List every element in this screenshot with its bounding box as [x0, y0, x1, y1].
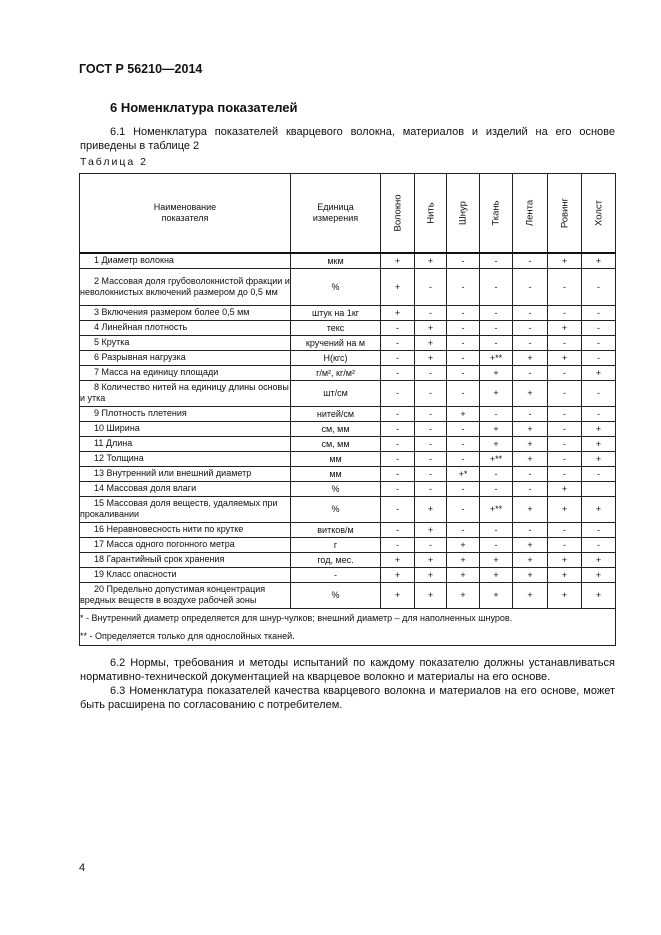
applicability-mark: -	[447, 365, 480, 380]
applicability-mark: +**	[480, 350, 513, 365]
col-header-product	[447, 174, 480, 254]
applicability-mark: -	[582, 268, 616, 305]
indicator-name	[80, 552, 291, 567]
applicability-mark: +**	[480, 451, 513, 466]
applicability-mark: +	[480, 436, 513, 451]
applicability-mark: -	[548, 268, 582, 305]
applicability-mark	[582, 481, 616, 496]
applicability-mark: +	[548, 567, 582, 582]
applicability-mark: +	[381, 305, 415, 320]
applicability-mark: +	[447, 582, 480, 608]
indicator-name	[80, 253, 291, 268]
indicator-name-text: 7 Масса на единицу площади	[94, 367, 219, 377]
table-row	[80, 522, 616, 537]
applicability-mark: -	[415, 481, 447, 496]
applicability-mark: +	[415, 552, 447, 567]
indicator-unit: кручений на м	[291, 335, 381, 350]
applicability-mark: -	[381, 421, 415, 436]
applicability-mark: +	[513, 451, 548, 466]
applicability-mark: +	[548, 320, 582, 335]
indicator-name-text: 16 Неравновесность нити по крутке	[94, 524, 244, 534]
indicator-unit: нитей/см	[291, 406, 381, 421]
table-note: * - Внутренний диаметр определяется для шнур-чулков; внешний диаметр – для наполненных шнуров.	[80, 612, 513, 623]
applicability-mark: -	[582, 350, 616, 365]
table-row	[80, 567, 616, 582]
indicator-name-text: 5 Крутка	[94, 337, 130, 347]
applicability-mark: -	[548, 335, 582, 350]
applicability-mark: +	[415, 522, 447, 537]
applicability-mark: -	[381, 436, 415, 451]
applicability-mark: -	[582, 305, 616, 320]
applicability-mark: -	[548, 305, 582, 320]
indicator-name	[80, 305, 291, 320]
applicability-mark: -	[415, 421, 447, 436]
applicability-mark: -	[480, 481, 513, 496]
applicability-mark: -	[548, 436, 582, 451]
col-header-product	[415, 174, 447, 254]
applicability-mark: -	[513, 320, 548, 335]
table-row	[80, 582, 616, 608]
product-label: Лента	[524, 199, 536, 227]
indicator-unit: %	[291, 582, 381, 608]
applicability-mark: +	[582, 582, 616, 608]
applicability-mark: -	[480, 406, 513, 421]
applicability-mark: -	[415, 380, 447, 406]
applicability-mark: +	[582, 552, 616, 567]
applicability-mark: -	[480, 320, 513, 335]
applicability-mark: -	[548, 365, 582, 380]
applicability-mark: -	[548, 537, 582, 552]
applicability-mark: +	[447, 537, 480, 552]
indicator-unit: шт/см	[291, 380, 381, 406]
applicability-mark: +	[548, 253, 582, 268]
indicator-name	[80, 567, 291, 582]
applicability-mark: +	[381, 253, 415, 268]
applicability-mark: +	[415, 253, 447, 268]
table-row	[80, 451, 616, 466]
applicability-mark: -	[548, 466, 582, 481]
applicability-mark: -	[582, 406, 616, 421]
indicator-name	[80, 268, 291, 305]
applicability-mark: +	[415, 496, 447, 522]
applicability-mark: -	[381, 466, 415, 481]
indicator-name	[80, 350, 291, 365]
indicator-name	[80, 451, 291, 466]
paragraph-6-3	[80, 684, 615, 712]
indicator-unit: год, мес.	[291, 552, 381, 567]
table-row	[80, 481, 616, 496]
applicability-mark: -	[381, 320, 415, 335]
applicability-mark: -	[447, 253, 480, 268]
applicability-mark: -	[582, 335, 616, 350]
indicator-name	[80, 466, 291, 481]
indicator-name-text: 4 Линейная плотность	[94, 322, 188, 332]
applicability-mark: +	[548, 582, 582, 608]
paragraph-6-1-text: 6.1 Номенклатура показателей кварцевого волокна, материалов и изделий на его основе приведены в таблице 2	[80, 126, 615, 152]
table-caption: Таблица 2	[80, 156, 148, 168]
table-row	[80, 320, 616, 335]
applicability-mark: +	[480, 582, 513, 608]
applicability-mark: +	[513, 552, 548, 567]
applicability-mark: +	[447, 552, 480, 567]
applicability-mark: -	[582, 320, 616, 335]
indicator-name-text: 19 Класс опасности	[94, 569, 177, 579]
applicability-mark: -	[447, 481, 480, 496]
applicability-mark: -	[381, 365, 415, 380]
table-row	[80, 436, 616, 451]
applicability-mark: +	[582, 253, 616, 268]
applicability-mark: -	[381, 537, 415, 552]
applicability-mark: +	[381, 552, 415, 567]
table-row	[80, 253, 616, 268]
applicability-mark: +	[415, 335, 447, 350]
indicator-unit: см, мм	[291, 421, 381, 436]
indicator-name-text: 2 Массовая доля грубоволокнистой фракции и неволокнистых включений размером до 0,5 мм	[80, 275, 290, 297]
table-header-row	[80, 174, 616, 254]
applicability-mark: -	[513, 481, 548, 496]
applicability-mark: -	[447, 350, 480, 365]
table-row	[80, 406, 616, 421]
applicability-mark: +	[513, 537, 548, 552]
indicator-unit: %	[291, 496, 381, 522]
applicability-mark: +	[381, 268, 415, 305]
indicator-name	[80, 582, 291, 608]
applicability-mark: -	[447, 496, 480, 522]
applicability-mark: +	[480, 552, 513, 567]
applicability-mark: +	[582, 436, 616, 451]
page-number: 4	[79, 862, 86, 874]
applicability-mark: +	[480, 380, 513, 406]
indicator-unit: г/м², кг/м²	[291, 365, 381, 380]
product-label: Ткань	[490, 200, 502, 226]
applicability-mark: -	[513, 268, 548, 305]
indicator-name-text: 3 Включения размером более 0,5 мм	[94, 307, 250, 317]
applicability-mark: -	[415, 466, 447, 481]
applicability-mark: -	[480, 268, 513, 305]
indicator-unit: %	[291, 481, 381, 496]
product-label: Ровинг	[559, 197, 570, 229]
applicability-mark: +	[582, 421, 616, 436]
section-title: 6 Номенклатура показателей	[110, 100, 298, 115]
applicability-mark: -	[513, 365, 548, 380]
applicability-mark: +	[381, 567, 415, 582]
applicability-mark: -	[480, 335, 513, 350]
table-row	[80, 335, 616, 350]
applicability-mark: -	[513, 522, 548, 537]
table-row	[80, 421, 616, 436]
table-row	[80, 466, 616, 481]
applicability-mark: -	[381, 406, 415, 421]
applicability-mark: +	[513, 436, 548, 451]
col-header-product	[513, 174, 548, 254]
col-header-name-text: Наименование показателя	[153, 202, 217, 223]
applicability-mark: +	[415, 350, 447, 365]
applicability-mark: -	[480, 253, 513, 268]
applicability-mark: +	[548, 496, 582, 522]
applicability-mark: +	[513, 350, 548, 365]
indicator-name	[80, 496, 291, 522]
applicability-mark: -	[513, 305, 548, 320]
paragraph-6-2-text: 6.2 Нормы, требования и методы испытаний по каждому показателю должны устанавливаться нормативно-технической документацией на кварцевое волокно и материалы на его основе.	[80, 657, 615, 683]
applicability-mark: -	[415, 305, 447, 320]
applicability-mark: +	[513, 421, 548, 436]
applicability-mark: +	[582, 496, 616, 522]
table-row	[80, 305, 616, 320]
indicator-name-text: 1 Диаметр волокна	[94, 255, 174, 266]
applicability-mark: -	[480, 537, 513, 552]
col-header-product	[381, 174, 415, 254]
paragraph-6-1	[80, 125, 615, 153]
applicability-mark: -	[513, 406, 548, 421]
indicator-name-text: 17 Масса одного погонного метра	[94, 539, 235, 549]
applicability-mark: -	[415, 436, 447, 451]
applicability-mark: -	[548, 522, 582, 537]
indicator-unit: -	[291, 567, 381, 582]
applicability-mark: -	[582, 380, 616, 406]
table-row	[80, 552, 616, 567]
indicator-name	[80, 320, 291, 335]
indicator-name	[80, 365, 291, 380]
applicability-mark: -	[548, 380, 582, 406]
applicability-mark: +	[548, 481, 582, 496]
applicability-mark: -	[480, 305, 513, 320]
indicator-name-text: 12 Толщина	[94, 453, 144, 463]
applicability-mark: +	[582, 451, 616, 466]
applicability-mark: +*	[447, 466, 480, 481]
paragraph-6-2	[80, 656, 615, 684]
applicability-mark: +	[480, 567, 513, 582]
applicability-mark: -	[447, 320, 480, 335]
applicability-mark: +	[548, 350, 582, 365]
applicability-mark: -	[447, 421, 480, 436]
table-notes	[80, 608, 616, 645]
indicator-unit: штук на 1кг	[291, 305, 381, 320]
applicability-mark: -	[381, 350, 415, 365]
indicator-unit: текс	[291, 320, 381, 335]
applicability-mark: -	[381, 496, 415, 522]
col-header-unit-text: Единица измерения	[312, 202, 359, 223]
applicability-mark: +	[415, 320, 447, 335]
applicability-mark: -	[381, 481, 415, 496]
indicator-name-text: 14 Массовая доля влаги	[94, 483, 197, 493]
applicability-mark: +**	[480, 496, 513, 522]
indicator-name-text: 6 Разрывная нагрузка	[94, 352, 186, 362]
applicability-mark: -	[480, 522, 513, 537]
table-row	[80, 380, 616, 406]
indicator-name	[80, 421, 291, 436]
applicability-mark: +	[480, 421, 513, 436]
table-note: ** - Определяется только для однослойных тканей.	[80, 630, 295, 641]
indicator-name	[80, 436, 291, 451]
applicability-mark: +	[415, 582, 447, 608]
table-row	[80, 268, 616, 305]
col-header-unit	[291, 174, 381, 254]
indicator-unit: мм	[291, 451, 381, 466]
applicability-mark: -	[548, 406, 582, 421]
table-row	[80, 496, 616, 522]
applicability-mark: -	[447, 305, 480, 320]
indicator-name-text: 13 Внутренний или внешний диаметр	[94, 468, 252, 478]
applicability-mark: +	[513, 567, 548, 582]
indicator-unit: мм	[291, 466, 381, 481]
applicability-mark: +	[582, 567, 616, 582]
table-row	[80, 537, 616, 552]
applicability-mark: -	[447, 335, 480, 350]
indicators-table	[79, 173, 616, 646]
applicability-mark: -	[381, 522, 415, 537]
applicability-mark: -	[513, 466, 548, 481]
indicator-unit: витков/м	[291, 522, 381, 537]
applicability-mark: -	[447, 268, 480, 305]
product-label: Шнур	[457, 201, 469, 225]
table-row	[80, 365, 616, 380]
applicability-mark: -	[480, 466, 513, 481]
indicator-name	[80, 380, 291, 406]
indicator-name-text: 11 Длина	[94, 438, 133, 448]
applicability-mark: -	[381, 335, 415, 350]
applicability-mark: -	[447, 436, 480, 451]
indicator-name-text: 15 Массовая доля веществ, удаляемых при прокаливании	[80, 498, 278, 519]
applicability-mark: -	[415, 268, 447, 305]
indicator-name	[80, 406, 291, 421]
applicability-mark: -	[415, 451, 447, 466]
col-header-name	[80, 174, 291, 254]
applicability-mark: -	[447, 380, 480, 406]
indicator-name-text: 9 Плотность плетения	[94, 408, 187, 418]
indicator-unit: %	[291, 268, 381, 305]
indicator-unit: см, мм	[291, 436, 381, 451]
indicator-name-text: 10 Ширина	[94, 423, 140, 433]
indicator-name	[80, 522, 291, 537]
indicator-unit: г	[291, 537, 381, 552]
applicability-mark: -	[513, 335, 548, 350]
applicability-mark: -	[582, 466, 616, 481]
applicability-mark: -	[582, 537, 616, 552]
col-header-product	[480, 174, 513, 254]
applicability-mark: -	[415, 365, 447, 380]
document-code: ГОСТ Р 56210—2014	[79, 62, 203, 76]
applicability-mark: +	[381, 582, 415, 608]
applicability-mark: +	[447, 567, 480, 582]
applicability-mark: -	[548, 421, 582, 436]
product-label: Нить	[425, 202, 436, 224]
indicator-name-text: 8 Количество нитей на единицу длины основы и утка	[80, 382, 289, 403]
applicability-mark: +	[480, 365, 513, 380]
indicator-name-text: 18 Гарантийный срок хранения	[94, 554, 225, 564]
applicability-mark: -	[415, 406, 447, 421]
product-label: Волокно	[392, 194, 403, 232]
col-header-product	[582, 174, 616, 254]
applicability-mark: +	[415, 567, 447, 582]
indicator-name	[80, 481, 291, 496]
table-row	[80, 350, 616, 365]
applicability-mark: +	[548, 552, 582, 567]
paragraph-6-3-text: 6.3 Номенклатура показателей качества кварцевого волокна и материалов на его основе, может быть расширена по согласованию с потребителем.	[80, 685, 615, 711]
indicator-name	[80, 537, 291, 552]
applicability-mark: -	[381, 451, 415, 466]
applicability-mark: -	[513, 253, 548, 268]
applicability-mark: +	[513, 582, 548, 608]
applicability-mark: +	[513, 496, 548, 522]
product-label: Холст	[593, 200, 604, 226]
applicability-mark: +	[513, 380, 548, 406]
indicator-name	[80, 335, 291, 350]
applicability-mark: -	[582, 522, 616, 537]
indicator-name-text: 20 Предельно допустимая концентрация вредных веществ в воздухе рабочей зоны	[80, 584, 266, 605]
indicator-unit: Н(кгс)	[291, 350, 381, 365]
indicator-unit: мкм	[291, 253, 381, 268]
applicability-mark: +	[447, 406, 480, 421]
applicability-mark: -	[548, 451, 582, 466]
applicability-mark: -	[381, 380, 415, 406]
applicability-mark: -	[415, 537, 447, 552]
applicability-mark: +	[582, 365, 616, 380]
applicability-mark: -	[447, 522, 480, 537]
col-header-product	[548, 174, 582, 254]
applicability-mark: -	[447, 451, 480, 466]
